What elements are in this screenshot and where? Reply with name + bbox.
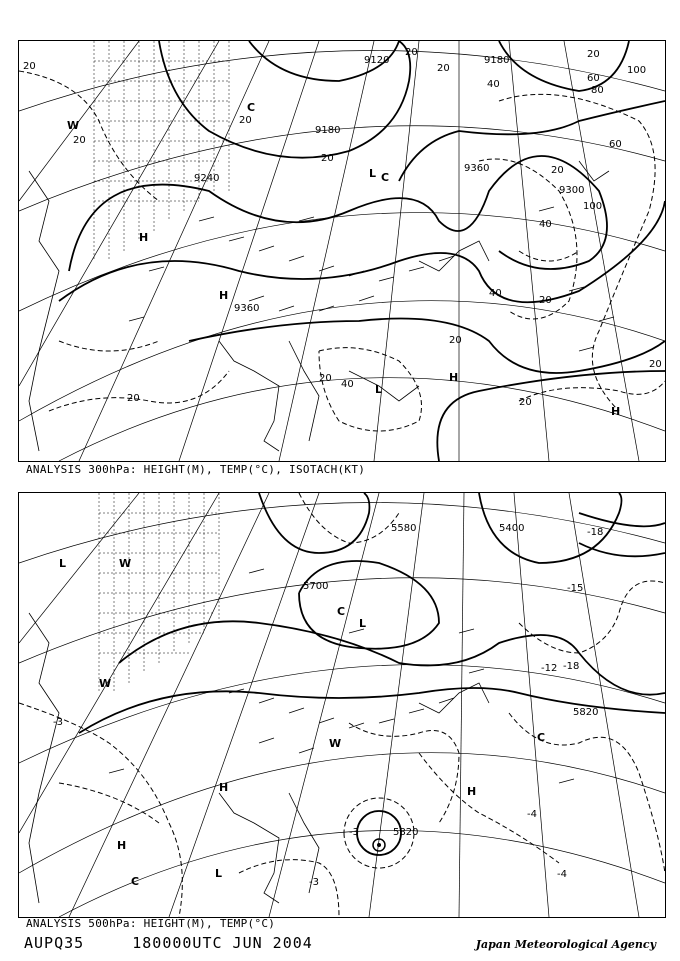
warm-center: W	[99, 677, 112, 690]
temperature-contours	[19, 493, 665, 917]
high-center: H	[139, 231, 149, 244]
temperature-label: -18	[563, 661, 580, 672]
warm-center: W	[329, 737, 342, 750]
isotach-label: 20	[73, 135, 86, 146]
height-label: 9300	[559, 185, 585, 196]
graticule-parallels	[19, 51, 665, 462]
caption-300hpa: ANALYSIS 300hPa: HEIGHT(M), TEMP(°C), ISOTACH(KT)	[26, 463, 366, 476]
temperature-label: -4	[557, 869, 567, 880]
height-label: 5700	[303, 581, 329, 592]
isotach-label: 20	[551, 165, 564, 176]
isotach-label: 20	[321, 153, 334, 164]
low-center: L	[359, 617, 367, 630]
height-contours	[79, 493, 665, 855]
cold-center: C	[247, 101, 256, 114]
isotach-label: 40	[341, 379, 354, 390]
high-center: H	[449, 371, 459, 384]
isotach-label: 40	[487, 79, 500, 90]
height-label: 9180	[315, 125, 341, 136]
map-500hpa	[19, 493, 665, 917]
graticule-parallels	[19, 503, 665, 918]
chart-500hpa	[18, 492, 666, 918]
isotach-label: 20	[587, 49, 600, 60]
isotach-label: 60	[609, 139, 622, 150]
height-label: 9180	[484, 55, 510, 66]
isotach-label: 20	[519, 397, 532, 408]
low-center: L	[369, 167, 377, 180]
height-label: 9360	[464, 163, 490, 174]
height-label: 9360	[234, 303, 260, 314]
low-center: L	[215, 867, 223, 880]
pressure-centers	[59, 557, 545, 888]
chart-code: AUPQ35	[24, 934, 85, 952]
isotach-label: 20	[127, 393, 140, 404]
chart-id	[24, 934, 313, 952]
isotach-label: 20	[319, 373, 332, 384]
isotach-label: 80	[591, 85, 604, 96]
warm-center: W	[119, 557, 132, 570]
temperature-label: -3	[309, 877, 319, 888]
high-center: H	[611, 405, 621, 418]
warm-center: W	[67, 119, 80, 132]
isotach-label: 60	[587, 73, 600, 84]
cold-center: C	[537, 731, 546, 744]
isotach-label: 20	[649, 359, 662, 370]
agency-credit: Japan Meteorological Agency	[475, 938, 656, 951]
chart-300hpa	[18, 40, 666, 462]
chart-timestamp: 180000UTC JUN 2004	[132, 934, 313, 952]
isotach-label: 20	[437, 63, 450, 74]
height-label: 9120	[364, 55, 390, 66]
cold-center: C	[131, 875, 140, 888]
cold-center: C	[381, 171, 390, 184]
temperature-label: -3	[53, 717, 63, 728]
isotach-label: 40	[539, 219, 552, 230]
isotach-label: 20	[23, 61, 36, 72]
height-label: 5400	[499, 523, 525, 534]
isotach-label: 40	[489, 288, 502, 299]
high-center: H	[219, 289, 229, 302]
height-label: 5820	[573, 707, 599, 718]
high-center: H	[467, 785, 477, 798]
coastlines	[29, 613, 489, 903]
isotach-label: 100	[627, 65, 647, 76]
temperature-label: -3	[349, 827, 359, 838]
temperature-label: -15	[567, 583, 584, 594]
isotach-label: 20	[239, 115, 252, 126]
high-center: H	[219, 781, 229, 794]
temperature-label: -12	[541, 663, 558, 674]
low-center: L	[59, 557, 67, 570]
isotach-label: 20	[405, 47, 418, 58]
height-label: 5580	[391, 523, 417, 534]
temperature-label: -4	[527, 809, 537, 820]
height-labels	[194, 55, 584, 314]
low-center: L	[375, 383, 383, 396]
height-labels	[303, 523, 598, 838]
isotach-label: 100	[583, 201, 603, 212]
isotach-label: 20	[449, 335, 462, 346]
height-label: 9240	[194, 173, 220, 184]
cold-center: C	[337, 605, 346, 618]
height-label: 5820	[393, 827, 419, 838]
height-contours	[59, 41, 665, 461]
wind-barbs	[109, 569, 574, 783]
caption-500hpa: ANALYSIS 500hPa: HEIGHT(M), TEMP(°C)	[26, 917, 276, 930]
high-center: H	[117, 839, 127, 852]
isotach-label: 20	[539, 295, 552, 306]
map-300hpa	[19, 41, 665, 461]
temperature-label: -18	[587, 527, 604, 538]
